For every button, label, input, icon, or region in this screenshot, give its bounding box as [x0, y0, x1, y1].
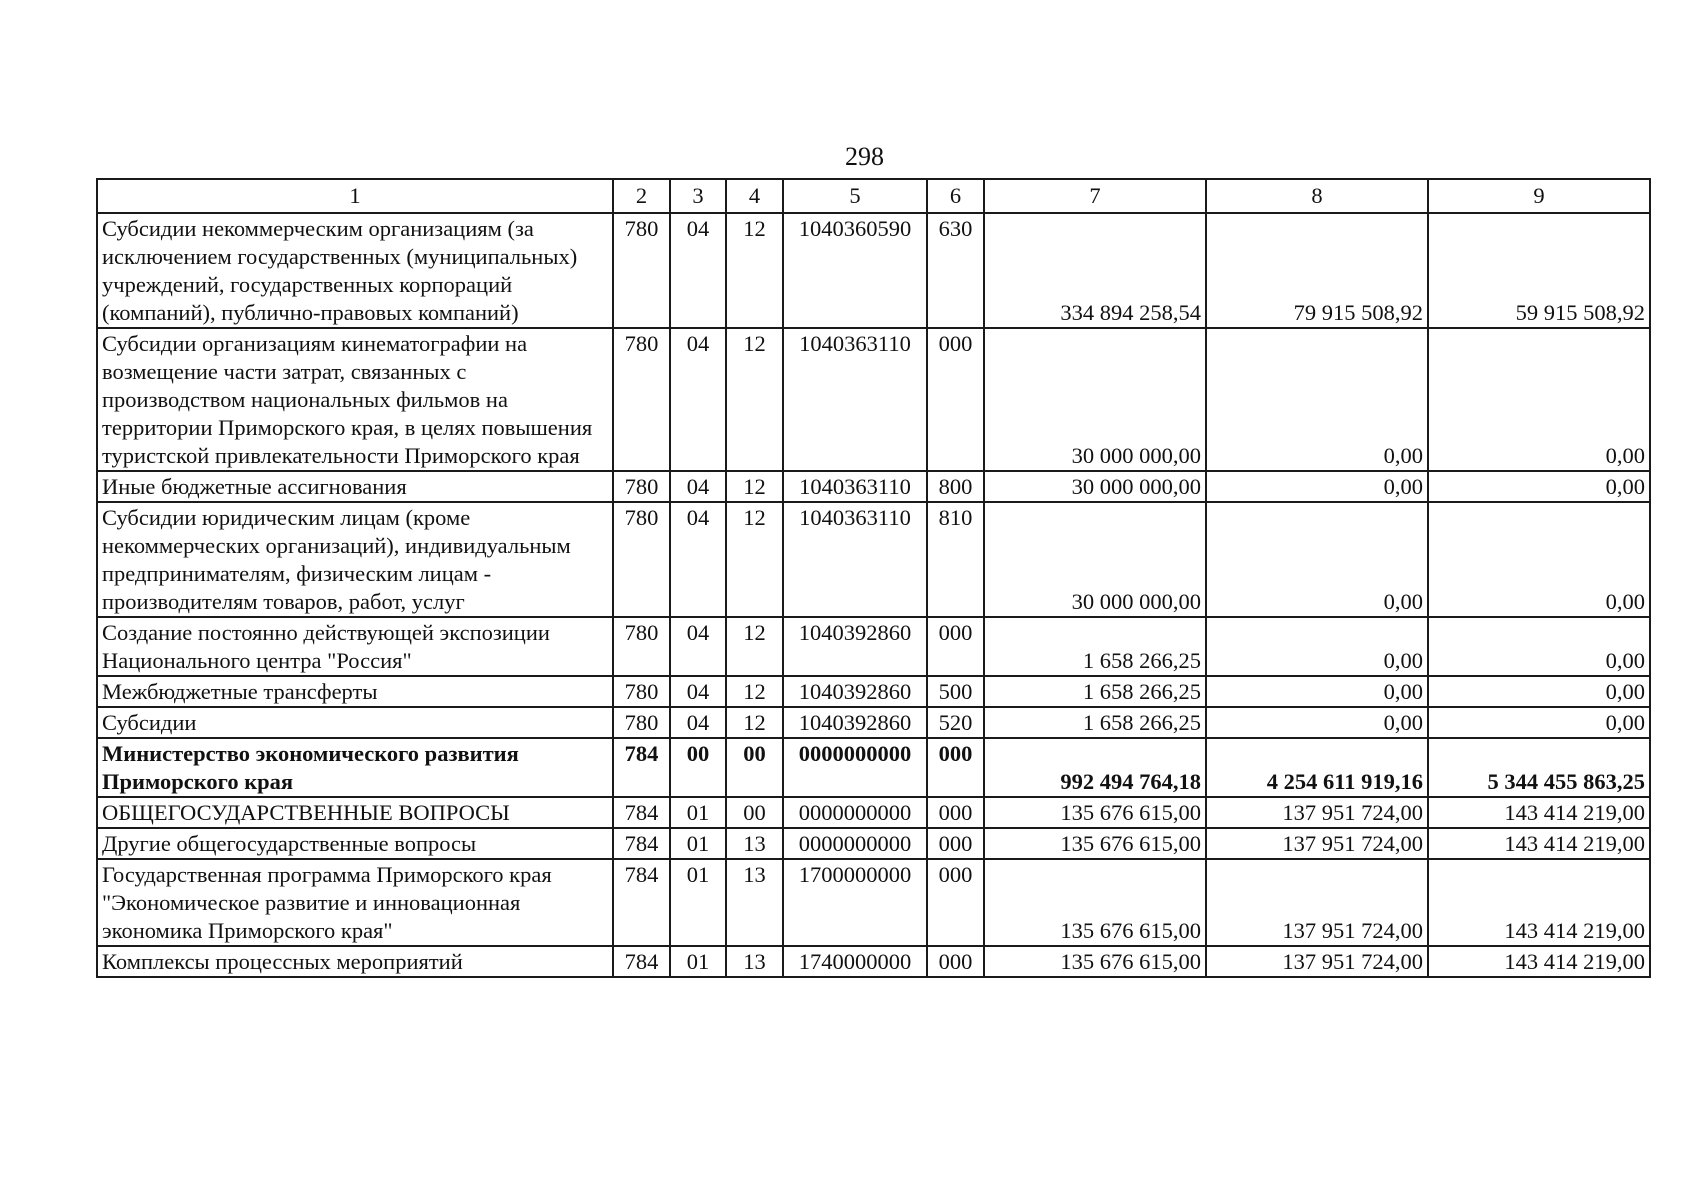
expense-type-cell: 500 — [927, 676, 984, 707]
amount-col8-cell: 137 951 724,00 — [1206, 797, 1428, 828]
table-row — [97, 859, 1650, 946]
column-header-7: 7 — [984, 179, 1206, 213]
admin-code-cell: 780 — [613, 502, 670, 617]
column-header-1: 1 — [97, 179, 613, 213]
expense-type-cell: 000 — [927, 617, 984, 676]
amount-col7-cell: 135 676 615,00 — [984, 859, 1206, 946]
amount-col7-cell: 30 000 000,00 — [984, 328, 1206, 471]
row-name-cell: Субсидии некоммерческим организациям (за исключением государственных (муниципальных) учреждений, государственных корпораций (компаний), публично-правовых компаний) — [97, 213, 613, 328]
amount-col8-cell: 0,00 — [1206, 707, 1428, 738]
section-code-cell: 00 — [670, 738, 726, 797]
section-code-cell: 01 — [670, 946, 726, 977]
amount-col8-cell: 79 915 508,92 — [1206, 213, 1428, 328]
row-name-cell: Межбюджетные трансферты — [97, 676, 613, 707]
column-header-6: 6 — [927, 179, 984, 213]
admin-code-cell: 780 — [613, 707, 670, 738]
section-code-cell: 01 — [670, 828, 726, 859]
section-code-cell: 04 — [670, 213, 726, 328]
table-row — [97, 738, 1650, 797]
table-row — [97, 328, 1650, 471]
page-number: 298 — [845, 142, 884, 171]
amount-col7-cell: 992 494 764,18 — [984, 738, 1206, 797]
section-code-cell: 01 — [670, 859, 726, 946]
table-row — [97, 946, 1650, 977]
section-code-cell: 04 — [670, 617, 726, 676]
target-code-cell: 1040360590 — [783, 213, 927, 328]
target-code-cell: 0000000000 — [783, 828, 927, 859]
expense-type-cell: 630 — [927, 213, 984, 328]
amount-col9-cell: 0,00 — [1428, 676, 1650, 707]
expense-type-cell: 000 — [927, 328, 984, 471]
table-row — [97, 502, 1650, 617]
section-code-cell: 01 — [670, 797, 726, 828]
table-row — [97, 797, 1650, 828]
amount-col8-cell: 0,00 — [1206, 328, 1428, 471]
amount-col9-cell: 143 414 219,00 — [1428, 828, 1650, 859]
row-name-cell: Государственная программа Приморского края "Экономическое развитие и инновационная экономика Приморского края" — [97, 859, 613, 946]
amount-col8-cell: 137 951 724,00 — [1206, 828, 1428, 859]
target-code-cell: 1040392860 — [783, 676, 927, 707]
admin-code-cell: 784 — [613, 859, 670, 946]
admin-code-cell: 784 — [613, 797, 670, 828]
amount-col9-cell: 0,00 — [1428, 328, 1650, 471]
section-code-cell: 04 — [670, 328, 726, 471]
row-name-cell: Субсидии — [97, 707, 613, 738]
amount-col7-cell: 135 676 615,00 — [984, 946, 1206, 977]
table-row — [97, 617, 1650, 676]
section-code-cell: 04 — [670, 707, 726, 738]
amount-col9-cell: 0,00 — [1428, 502, 1650, 617]
subsection-code-cell: 00 — [726, 797, 783, 828]
amount-col7-cell: 135 676 615,00 — [984, 828, 1206, 859]
amount-col9-cell: 5 344 455 863,25 — [1428, 738, 1650, 797]
section-code-cell: 04 — [670, 471, 726, 502]
amount-col8-cell: 0,00 — [1206, 617, 1428, 676]
expense-type-cell: 000 — [927, 828, 984, 859]
admin-code-cell: 780 — [613, 328, 670, 471]
amount-col9-cell: 0,00 — [1428, 707, 1650, 738]
target-code-cell: 0000000000 — [783, 797, 927, 828]
target-code-cell: 1040392860 — [783, 707, 927, 738]
amount-col9-cell: 0,00 — [1428, 617, 1650, 676]
amount-col7-cell: 135 676 615,00 — [984, 797, 1206, 828]
subsection-code-cell: 12 — [726, 502, 783, 617]
target-code-cell: 1740000000 — [783, 946, 927, 977]
amount-col7-cell: 1 658 266,25 — [984, 676, 1206, 707]
target-code-cell: 1040363110 — [783, 471, 927, 502]
admin-code-cell: 780 — [613, 213, 670, 328]
expense-type-cell: 000 — [927, 946, 984, 977]
amount-col7-cell: 1 658 266,25 — [984, 617, 1206, 676]
section-code-cell: 04 — [670, 676, 726, 707]
subsection-code-cell: 13 — [726, 828, 783, 859]
subsection-code-cell: 00 — [726, 738, 783, 797]
table-row — [97, 676, 1650, 707]
row-name-cell: Комплексы процессных мероприятий — [97, 946, 613, 977]
amount-col9-cell: 143 414 219,00 — [1428, 797, 1650, 828]
expense-type-cell: 810 — [927, 502, 984, 617]
admin-code-cell: 780 — [613, 676, 670, 707]
amount-col8-cell: 137 951 724,00 — [1206, 859, 1428, 946]
amount-col8-cell: 0,00 — [1206, 471, 1428, 502]
section-code-cell: 04 — [670, 502, 726, 617]
admin-code-cell: 784 — [613, 946, 670, 977]
row-name-cell: Иные бюджетные ассигнования — [97, 471, 613, 502]
subsection-code-cell: 13 — [726, 946, 783, 977]
row-name-cell: Создание постоянно действующей экспозиции Национального центра "Россия" — [97, 617, 613, 676]
amount-col7-cell: 30 000 000,00 — [984, 471, 1206, 502]
row-name-cell: Субсидии организациям кинематографии на возмещение части затрат, связанных с производством национальных фильмов на территории Приморского края, в целях повышения туристской привлекательности Приморского края — [97, 328, 613, 471]
amount-col7-cell: 1 658 266,25 — [984, 707, 1206, 738]
admin-code-cell: 784 — [613, 828, 670, 859]
target-code-cell: 1040363110 — [783, 328, 927, 471]
amount-col8-cell: 0,00 — [1206, 502, 1428, 617]
table-body — [97, 213, 1650, 977]
target-code-cell: 1700000000 — [783, 859, 927, 946]
subsection-code-cell: 12 — [726, 328, 783, 471]
expense-type-cell: 800 — [927, 471, 984, 502]
table-row — [97, 828, 1650, 859]
row-name-cell: Министерство экономического развития Приморского края — [97, 738, 613, 797]
admin-code-cell: 780 — [613, 617, 670, 676]
row-name-cell: ОБЩЕГОСУДАРСТВЕННЫЕ ВОПРОСЫ — [97, 797, 613, 828]
amount-col7-cell: 30 000 000,00 — [984, 502, 1206, 617]
subsection-code-cell: 12 — [726, 617, 783, 676]
column-header-8: 8 — [1206, 179, 1428, 213]
column-header-5: 5 — [783, 179, 927, 213]
target-code-cell: 0000000000 — [783, 738, 927, 797]
row-name-cell: Другие общегосударственные вопросы — [97, 828, 613, 859]
subsection-code-cell: 12 — [726, 471, 783, 502]
amount-col7-cell: 334 894 258,54 — [984, 213, 1206, 328]
expense-type-cell: 000 — [927, 797, 984, 828]
subsection-code-cell: 13 — [726, 859, 783, 946]
column-header-4: 4 — [726, 179, 783, 213]
amount-col9-cell: 59 915 508,92 — [1428, 213, 1650, 328]
subsection-code-cell: 12 — [726, 213, 783, 328]
amount-col9-cell: 0,00 — [1428, 471, 1650, 502]
table-row — [97, 707, 1650, 738]
column-header-2: 2 — [613, 179, 670, 213]
admin-code-cell: 780 — [613, 471, 670, 502]
amount-col9-cell: 143 414 219,00 — [1428, 946, 1650, 977]
table-row — [97, 213, 1650, 328]
subsection-code-cell: 12 — [726, 676, 783, 707]
amount-col8-cell: 0,00 — [1206, 676, 1428, 707]
amount-col8-cell: 4 254 611 919,16 — [1206, 738, 1428, 797]
expense-type-cell: 520 — [927, 707, 984, 738]
amount-col8-cell: 137 951 724,00 — [1206, 946, 1428, 977]
table-row — [97, 471, 1650, 502]
table-header-row — [97, 179, 1650, 213]
column-header-3: 3 — [670, 179, 726, 213]
amount-col9-cell: 143 414 219,00 — [1428, 859, 1650, 946]
column-header-9: 9 — [1428, 179, 1650, 213]
target-code-cell: 1040392860 — [783, 617, 927, 676]
target-code-cell: 1040363110 — [783, 502, 927, 617]
row-name-cell: Субсидии юридическим лицам (кроме некоммерческих организаций), индивидуальным предпринимателям, физическим лицам - производителям товаров, работ, услуг — [97, 502, 613, 617]
expense-type-cell: 000 — [927, 859, 984, 946]
subsection-code-cell: 12 — [726, 707, 783, 738]
budget-table — [96, 178, 1651, 978]
expense-type-cell: 000 — [927, 738, 984, 797]
admin-code-cell: 784 — [613, 738, 670, 797]
